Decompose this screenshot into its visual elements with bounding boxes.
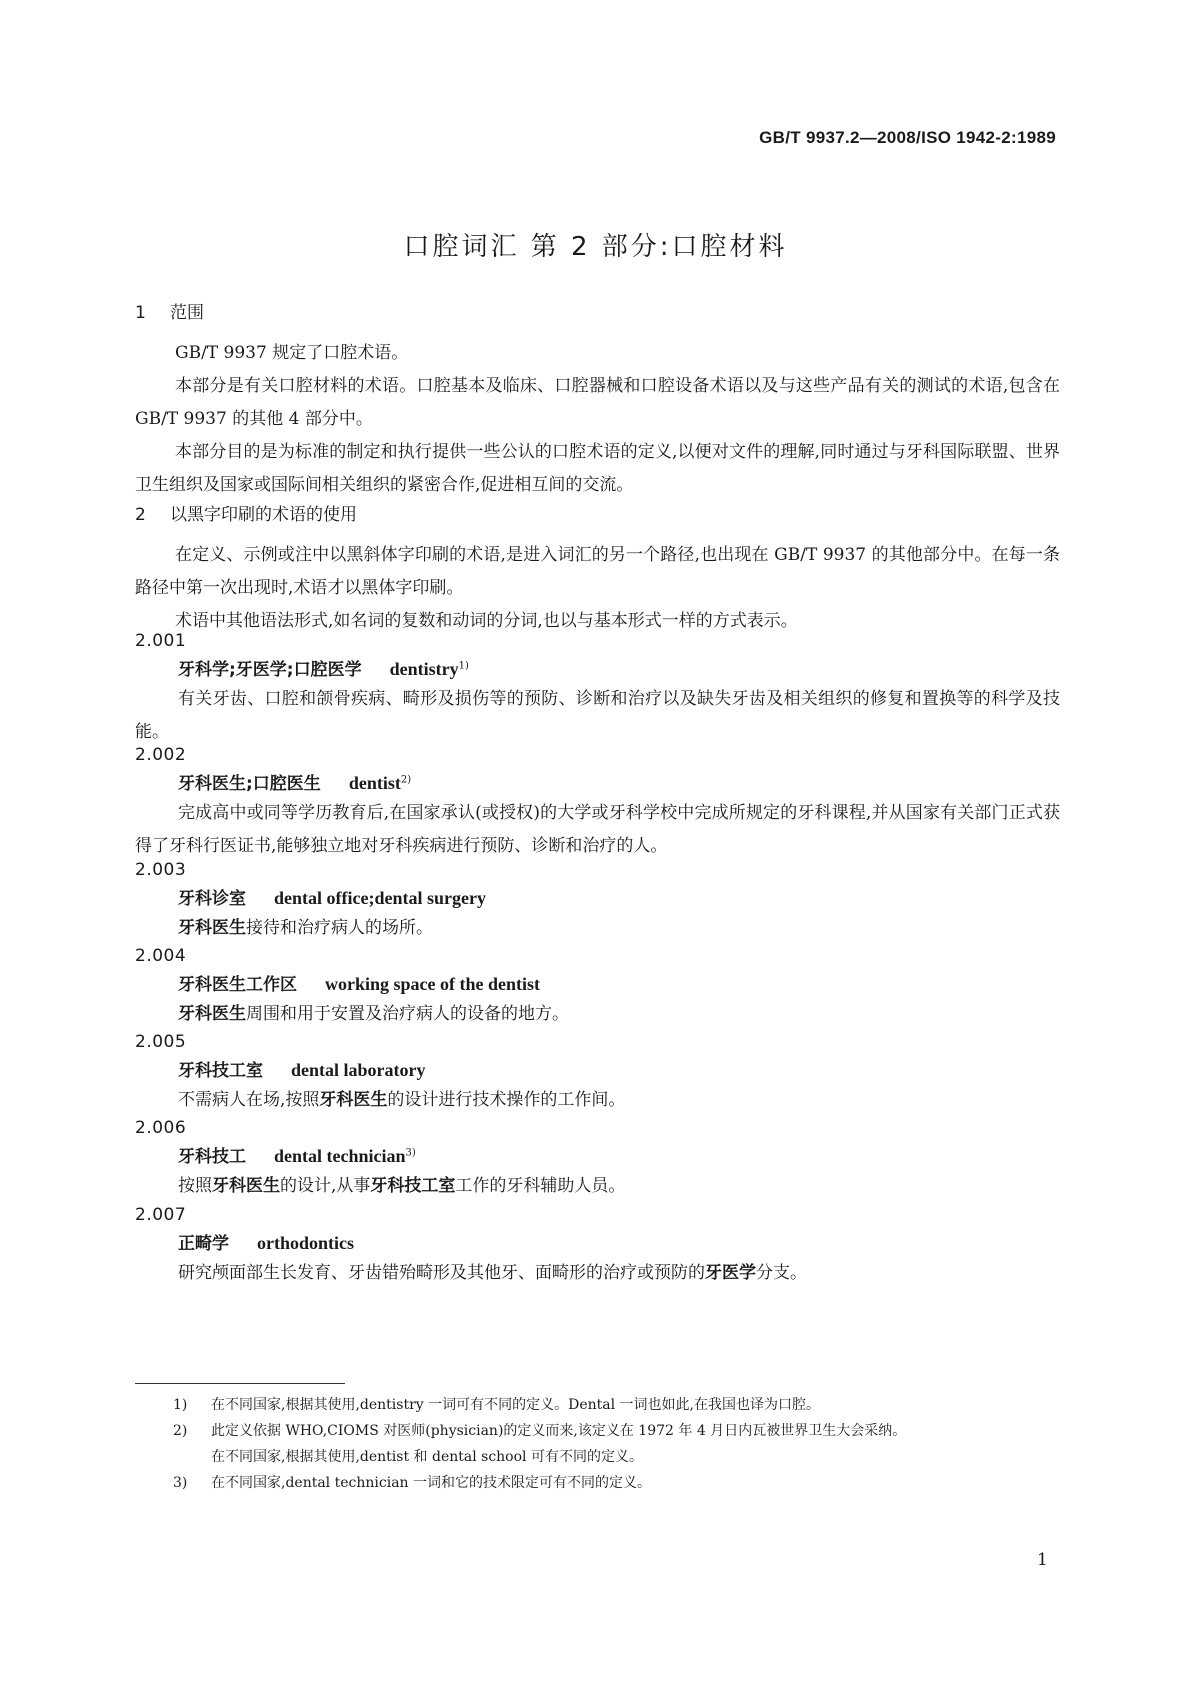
footnote-separator [135, 1383, 345, 1384]
footnote-text: 此定义依据 WHO,CIOMS 对医师(physician)的定义而来,该定义在 1972 年 4 月日内瓦被世界卫生大会采纳。 [211, 1423, 907, 1439]
standard-code: GB/T 9937.2—2008/ISO 1942-2:1989 [759, 128, 1056, 147]
bold-terms-paragraph-2: 术语中其他语法形式,如名词的复数和动词的分词,也以与基本形式一样的方式表示。 [175, 611, 798, 631]
scope-paragraph-1: GB/T 9937 规定了口腔术语。 [175, 343, 409, 363]
term-number: 2.007 [135, 1205, 187, 1225]
term-definition [135, 797, 1060, 863]
scope-paragraph-3: 本部分目的是为标准的制定和执行提供一些公认的口腔术语的定义,以便对文件的理解,同时通过与牙科国际联盟、世界卫生组织及国家或国际间相关组织的紧密合作,促进相互间的交流。 [135, 442, 1060, 495]
term-english: orthodontics [257, 1233, 355, 1253]
term-english: dental laboratory [291, 1060, 426, 1080]
term-number: 2.002 [135, 745, 187, 765]
definition-text: 分支。 [756, 1263, 807, 1283]
footnote-reference: 3) [405, 1147, 416, 1159]
definition-text: 有关牙齿、口腔和颌骨疾病、畸形及损伤等的预防、诊断和治疗以及缺失牙齿及相关组织的修复和置换等的科学及技能。 [135, 689, 1060, 742]
bold-term-reference: 牙科医生 [212, 1176, 280, 1196]
footnote-mark: 3) [173, 1475, 188, 1491]
definition-text: 的设计,从事 [280, 1176, 371, 1196]
term-definition [135, 912, 1060, 945]
term-english: dentist [348, 773, 401, 793]
term-english: dental technician [274, 1146, 406, 1166]
definition-text: 的设计进行技术操作的工作间。 [387, 1090, 626, 1110]
section-heading-scope [135, 298, 204, 323]
term-chinese: 正畸学 [178, 1234, 229, 1254]
section-number: 2 [135, 505, 146, 525]
footnote-text: 在不同国家,根据其使用,dentist 和 dental school 可有不同的定义。 [211, 1449, 643, 1465]
term-definition [135, 998, 1060, 1031]
term-entry [178, 769, 411, 794]
term-chinese: 牙科诊室 [178, 889, 246, 909]
term-number: 2.005 [135, 1032, 187, 1052]
term-english: working space of the dentist [325, 974, 540, 994]
term-definition [135, 683, 1060, 749]
bold-term-reference: 牙科医生 [319, 1090, 388, 1110]
term-entry [178, 1229, 354, 1254]
definition-text: 研究颅面部生长发育、牙齿错殆畸形及其他牙、面畸形的治疗或预防的 [178, 1263, 705, 1283]
footnote [173, 1392, 1073, 1418]
definition-text: 工作的牙科辅助人员。 [455, 1176, 626, 1196]
scope-paragraph-2: 本部分是有关口腔材料的术语。口腔基本及临床、口腔器械和口腔设备术语以及与这些产品有关的测试的术语,包含在 GB/T 9937 的其他 4 部分中。 [135, 376, 1060, 429]
term-chinese: 牙科医生工作区 [178, 975, 297, 995]
term-chinese: 牙科学;牙医学;口腔医学 [178, 660, 362, 680]
footnote-mark: 1) [173, 1397, 188, 1413]
term-english: dental office;dental surgery [274, 888, 486, 908]
footnote-reference: 2) [400, 774, 412, 786]
term-entry [178, 970, 540, 995]
section-heading-bold-terms [135, 500, 357, 525]
term-entry [178, 655, 469, 680]
page-number: 1 [1037, 1550, 1048, 1570]
bold-term-reference: 牙科技工室 [370, 1176, 456, 1196]
term-definition [135, 1170, 1060, 1203]
term-entry [178, 1056, 426, 1081]
footnote-reference: 1) [458, 660, 469, 672]
bold-term-reference: 牙医学 [705, 1263, 756, 1283]
term-number: 2.004 [135, 946, 187, 966]
definition-text: 周围和用于安置及治疗病人的设备的地方。 [246, 1004, 569, 1024]
footnote [173, 1418, 1073, 1470]
term-number: 2.006 [135, 1118, 187, 1138]
document-title: 口腔词汇 第 2 部分:口腔材料 [403, 232, 788, 262]
bold-term-reference: 牙科医生 [178, 918, 246, 938]
definition-text: 完成高中或同等学历教育后,在国家承认(或授权)的大学或牙科学校中完成所规定的牙科课程,并从国家有关部门正式获得了牙科行医证书,能够独立地对牙科疾病进行预防、诊断和治疗的人。 [135, 803, 1060, 856]
term-entry [178, 884, 486, 909]
definition-text: 不需病人在场,按照 [178, 1090, 320, 1110]
term-chinese: 牙科技工室 [178, 1061, 263, 1081]
section-number: 1 [135, 303, 146, 323]
term-number: 2.001 [135, 631, 187, 651]
definition-text: 接待和治疗病人的场所。 [246, 918, 433, 938]
footnote-text: 在不同国家,根据其使用,dentistry 一词可有不同的定义。Dental 一词也如此,在我国也译为口腔。 [211, 1397, 821, 1413]
footnote-text: 在不同国家,dental technician 一词和它的技术限定可有不同的定义。 [211, 1475, 652, 1491]
term-entry [178, 1142, 416, 1167]
definition-text: 按照 [178, 1176, 212, 1196]
term-chinese: 牙科技工 [178, 1147, 246, 1167]
bold-term-reference: 牙科医生 [178, 1004, 246, 1024]
term-definition [135, 1257, 1060, 1290]
term-definition [135, 1084, 1060, 1117]
section-title: 以黑字印刷的术语的使用 [170, 505, 357, 525]
footnote-mark: 2) [173, 1423, 188, 1439]
footnote [173, 1470, 1073, 1496]
section-title: 范围 [170, 303, 204, 323]
term-chinese: 牙科医生;口腔医生 [178, 774, 321, 794]
bold-terms-paragraph-1: 在定义、示例或注中以黑斜体字印刷的术语,是进入词汇的另一个路径,也出现在 GB/T 9937 的其他部分中。在每一条路径中第一次出现时,术语才以黑体字印刷。 [135, 545, 1060, 598]
term-english: dentistry [389, 659, 459, 679]
term-number: 2.003 [135, 860, 187, 880]
